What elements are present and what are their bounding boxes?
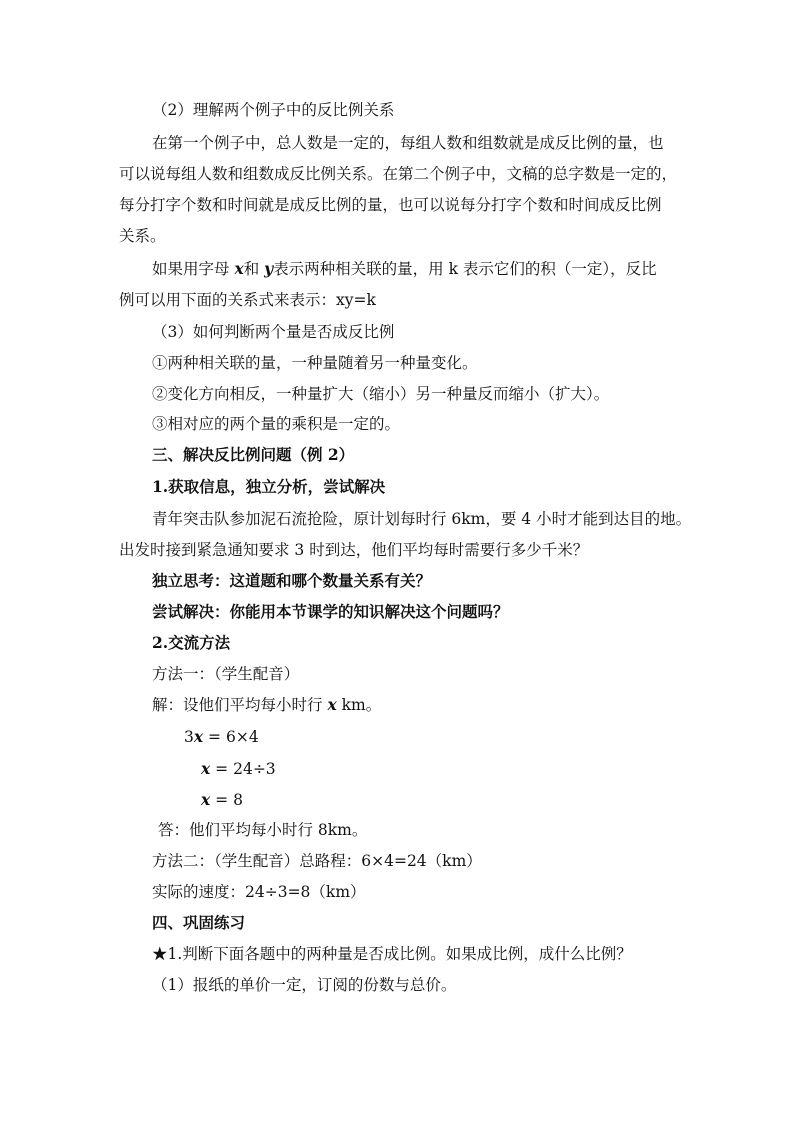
paragraph-1-line-4: 关系。 <box>119 227 166 245</box>
paragraph-2-line-2: 例可以用下面的关系式来表示：xy=k <box>119 291 376 309</box>
part-3-heading: 三、解决反比例问题（例 2） <box>152 445 355 464</box>
method-2: 方法二：（学生配音）总路程：6×4=24（km） <box>152 852 482 870</box>
variable-x: x <box>234 259 244 278</box>
criterion-3: ③相对应的两个量的乘积是一定的。 <box>152 415 401 433</box>
equation-3: x = 8 <box>201 790 243 809</box>
variable-x: x <box>327 695 337 714</box>
exercise-1: ★1.判断下面各题中的两种量是否成比例。如果成比例，成什么比例？ <box>152 945 632 963</box>
variable-x: x <box>201 790 211 809</box>
paragraph-1-line-1: 在第一个例子中，总人数是一定的，每组人数和组数就是成反比例的量，也 <box>152 134 664 152</box>
solution-answer: 答：他们平均每小时行 8km。 <box>158 821 368 839</box>
criterion-2: ②变化方向相反，一种量扩大（缩小）另一种量反而缩小（扩大）。 <box>152 385 610 403</box>
think-alone-prompt: 独立思考：这道题和哪个数量关系有关？ <box>152 571 432 590</box>
paragraph-1-line-2: 可以说每组人数和组数成反比例关系。在第二个例子中，文稿的总字数是一定的， <box>119 165 678 183</box>
paragraph-2-line-1: 如果用字母 x和 y表示两种相关联的量，用 k 表示它们的积（一定），反比 <box>152 259 657 278</box>
variable-y: y <box>264 259 274 278</box>
variable-x: x <box>193 727 204 746</box>
part-4-heading: 四、巩固练习 <box>152 913 246 932</box>
exercise-1-item-1: （1）报纸的单价一定，订阅的份数与总价。 <box>152 976 457 994</box>
actual-speed: 实际的速度：24÷3=8（km） <box>152 883 366 901</box>
problem-line-2: 出发时接到紧急通知要求 3 时到达，他们平均每时需要行多少千米？ <box>119 541 589 559</box>
equation-2: x = 24÷3 <box>201 759 276 778</box>
equation-1: 3x = 6×4 <box>184 727 259 746</box>
step-2-heading: 2.交流方法 <box>152 633 231 652</box>
problem-line-1: 青年突击队参加泥石流抢险，原计划每时行 6km，要 4 小时才能到达目的地。 <box>152 510 692 528</box>
method-1-label: 方法一：（学生配音） <box>152 665 300 683</box>
section-3-heading: （3）如何判断两个量是否成反比例 <box>152 323 395 341</box>
section-2-heading: （2）理解两个例子中的反比例关系 <box>152 101 395 119</box>
solution-setup: 解：设他们平均每小时行 x km。 <box>152 695 382 714</box>
step-1-heading: 1.获取信息，独立分析，尝试解决 <box>152 477 386 496</box>
paragraph-1-line-3: 每分打字个数和时间就是成反比例的量，也可以说每分打字个数和时间成反比例 <box>119 196 662 214</box>
try-solve-prompt: 尝试解决：你能用本节课学的知识解决这个问题吗？ <box>152 602 509 621</box>
criterion-1: ①两种相关联的量，一种量随着另一种量变化。 <box>152 354 478 372</box>
variable-x: x <box>201 759 211 778</box>
